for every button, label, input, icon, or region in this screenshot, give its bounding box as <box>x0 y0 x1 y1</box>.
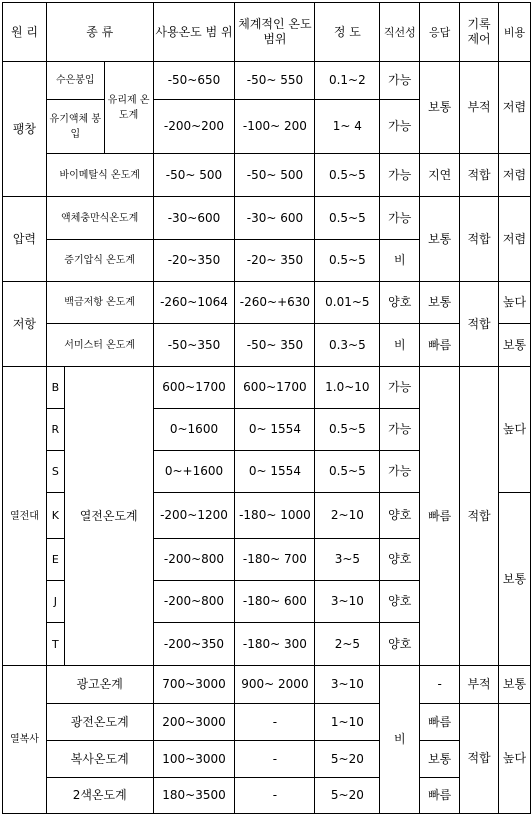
practical-cell: -50~ 350 <box>235 324 315 367</box>
range-cell: -260~1064 <box>153 282 235 324</box>
range-cell: -200~800 <box>153 539 235 581</box>
range-cell: -200~200 <box>153 100 235 154</box>
type-name: 복사온도계 <box>46 741 153 778</box>
range-cell: -200~800 <box>153 581 235 623</box>
linearity-cell: 양호 <box>380 539 420 581</box>
header-type: 종 류 <box>46 3 153 62</box>
type-name: 서미스터 온도계 <box>46 324 153 367</box>
range-cell: 600~1700 <box>153 367 235 409</box>
type-name: 유기액체 봉입 <box>46 100 104 154</box>
accuracy-cell: 5~20 <box>315 778 380 814</box>
header-accuracy: 정 도 <box>315 3 380 62</box>
glass-thermometer-label: 유리제 온도계 <box>104 62 153 154</box>
thermocouple-code: K <box>46 493 64 539</box>
group-expansion: 팽창 <box>3 62 47 197</box>
response-cell: 빠름 <box>420 704 460 741</box>
linearity-cell: 비 <box>380 324 420 367</box>
range-cell: 0~1600 <box>153 409 235 451</box>
linearity-cell: 가능 <box>380 62 420 100</box>
range-cell: 100~3000 <box>153 741 235 778</box>
accuracy-cell: 0.5~5 <box>315 197 380 240</box>
accuracy-cell: 0.5~5 <box>315 409 380 451</box>
accuracy-cell: 0.3~5 <box>315 324 380 367</box>
table-row <box>3 282 531 324</box>
accuracy-cell: 5~20 <box>315 741 380 778</box>
linearity-cell: 가능 <box>380 367 420 409</box>
range-cell: -30~600 <box>153 197 235 240</box>
header-practical-range: 체계적인 온도범위 <box>235 3 315 62</box>
header-record: 기록 제어 <box>460 3 499 62</box>
table-row <box>3 154 531 197</box>
practical-cell: -180~ 1000 <box>235 493 315 539</box>
accuracy-cell: 0.01~5 <box>315 282 380 324</box>
practical-cell: -50~ 550 <box>235 62 315 100</box>
range-cell: -200~1200 <box>153 493 235 539</box>
type-name: 액체충만식온도계 <box>46 197 153 240</box>
practical-cell: 900~ 2000 <box>235 666 315 704</box>
group-radiation: 열복사 <box>3 666 47 814</box>
linearity-cell: 가능 <box>380 100 420 154</box>
response-cell: 빠름 <box>420 367 460 666</box>
range-cell: 200~3000 <box>153 704 235 741</box>
record-cell: 적합 <box>460 197 499 282</box>
cost-cell: 저렴 <box>499 154 531 197</box>
record-cell: 적합 <box>460 154 499 197</box>
linearity-cell: 양호 <box>380 581 420 623</box>
record-cell: 부적 <box>460 666 499 704</box>
linearity-cell: 비 <box>380 240 420 282</box>
linearity-cell: 양호 <box>380 623 420 666</box>
range-cell: 700~3000 <box>153 666 235 704</box>
table-row <box>3 197 531 240</box>
thermocouple-code: E <box>46 539 64 581</box>
header-linearity: 직선성 <box>380 3 420 62</box>
practical-cell: -260~+630 <box>235 282 315 324</box>
accuracy-cell: 1~ 4 <box>315 100 380 154</box>
practical-cell: - <box>235 741 315 778</box>
range-cell: -200~350 <box>153 623 235 666</box>
table-row <box>3 666 531 704</box>
group-thermocouple: 열전대 <box>3 367 47 666</box>
cost-cell: 높다 <box>499 367 531 493</box>
range-cell: -50~ 500 <box>153 154 235 197</box>
response-cell: 보통 <box>420 282 460 324</box>
range-cell: 180~3500 <box>153 778 235 814</box>
thermocouple-code: R <box>46 409 64 451</box>
practical-cell: 0~ 1554 <box>235 451 315 493</box>
practical-cell: -50~ 500 <box>235 154 315 197</box>
response-cell: 보통 <box>420 741 460 778</box>
range-cell: -20~350 <box>153 240 235 282</box>
range-cell: -50~350 <box>153 324 235 367</box>
practical-cell: -100~ 200 <box>235 100 315 154</box>
accuracy-cell: 0.5~5 <box>315 451 380 493</box>
linearity-cell: 비 <box>380 666 420 814</box>
response-cell: - <box>420 666 460 704</box>
header-response: 응답 <box>420 3 460 62</box>
record-cell: 부적 <box>460 62 499 154</box>
accuracy-cell: 3~5 <box>315 539 380 581</box>
cost-cell: 보통 <box>499 493 531 666</box>
accuracy-cell: 3~10 <box>315 666 380 704</box>
type-name: 백금저항 온도계 <box>46 282 153 324</box>
accuracy-cell: 1~10 <box>315 704 380 741</box>
practical-cell: 600~1700 <box>235 367 315 409</box>
table-row <box>3 741 531 778</box>
table-row <box>3 367 531 409</box>
accuracy-cell: 2~10 <box>315 493 380 539</box>
response-cell: 지연 <box>420 154 460 197</box>
practical-cell: 0~ 1554 <box>235 409 315 451</box>
table-row <box>3 704 531 741</box>
thermometer-comparison-table <box>2 2 531 814</box>
accuracy-cell: 2~5 <box>315 623 380 666</box>
table-row <box>3 778 531 814</box>
linearity-cell: 가능 <box>380 409 420 451</box>
accuracy-cell: 0.5~5 <box>315 240 380 282</box>
thermocouple-code: T <box>46 623 64 666</box>
group-resistance: 저항 <box>3 282 47 367</box>
header-row <box>3 3 531 62</box>
cost-cell: 저렴 <box>499 197 531 282</box>
cost-cell: 저렴 <box>499 62 531 154</box>
accuracy-cell: 0.5~5 <box>315 154 380 197</box>
header-temp-range: 사용온도 범 위 <box>153 3 235 62</box>
thermocouple-name: 열전온도계 <box>64 367 153 666</box>
header-principle: 원 리 <box>3 3 47 62</box>
type-name: 바이메탈식 온도계 <box>46 154 153 197</box>
practical-cell: -30~ 600 <box>235 197 315 240</box>
cost-cell: 보통 <box>499 324 531 367</box>
practical-cell: - <box>235 704 315 741</box>
practical-cell: - <box>235 778 315 814</box>
record-cell: 적합 <box>460 367 499 666</box>
table-row <box>3 62 531 100</box>
accuracy-cell: 1.0~10 <box>315 367 380 409</box>
header-cost: 비용 <box>499 3 531 62</box>
record-cell: 적합 <box>460 282 499 367</box>
range-cell: 0~+1600 <box>153 451 235 493</box>
practical-cell: -180~ 300 <box>235 623 315 666</box>
thermocouple-code: J <box>46 581 64 623</box>
record-cell: 적합 <box>460 704 499 814</box>
type-name: 광고온계 <box>46 666 153 704</box>
accuracy-cell: 0.1~2 <box>315 62 380 100</box>
type-name: 광전온도계 <box>46 704 153 741</box>
response-cell: 보통 <box>420 197 460 282</box>
cost-cell: 보통 <box>499 666 531 704</box>
practical-cell: -180~ 700 <box>235 539 315 581</box>
cost-cell: 높다 <box>499 704 531 814</box>
group-pressure: 압력 <box>3 197 47 282</box>
range-cell: -50~650 <box>153 62 235 100</box>
thermocouple-code: S <box>46 451 64 493</box>
accuracy-cell: 3~10 <box>315 581 380 623</box>
response-cell: 보통 <box>420 62 460 154</box>
type-name: 2색온도계 <box>46 778 153 814</box>
response-cell: 빠름 <box>420 324 460 367</box>
linearity-cell: 가능 <box>380 197 420 240</box>
practical-cell: -180~ 600 <box>235 581 315 623</box>
thermocouple-code: B <box>46 367 64 409</box>
practical-cell: -20~ 350 <box>235 240 315 282</box>
linearity-cell: 양호 <box>380 282 420 324</box>
response-cell: 빠름 <box>420 778 460 814</box>
linearity-cell: 가능 <box>380 451 420 493</box>
type-name: 수은봉입 <box>46 62 104 100</box>
linearity-cell: 양호 <box>380 493 420 539</box>
type-name: 증기압식 온도계 <box>46 240 153 282</box>
table-row <box>3 324 531 367</box>
linearity-cell: 가능 <box>380 154 420 197</box>
cost-cell: 높다 <box>499 282 531 324</box>
